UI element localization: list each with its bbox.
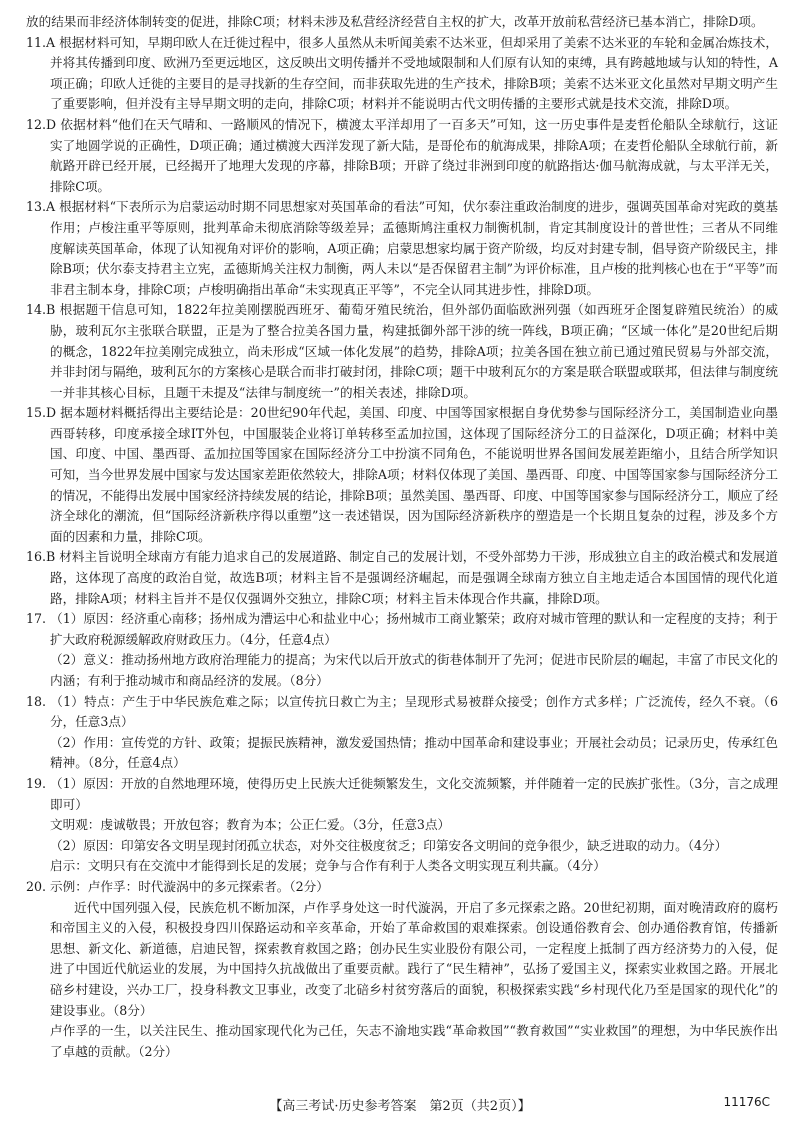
answer-continuation (26, 12, 778, 33)
answer-text: （2）原因：印第安各文明呈现封闭孤立状态，对外交往极度贫乏；印第安各文明间的竞争很少，缺乏进取的动力。（4分） (50, 837, 728, 853)
footer-title: 【高三考试·历史参考答案 第2页（共2页）】 (269, 1099, 531, 1114)
answer-number: 13.A (26, 199, 56, 215)
answer-17-part1 (26, 609, 778, 650)
answer-20-part3 (26, 1021, 778, 1062)
answer-number: 11.A (26, 34, 56, 50)
answer-11 (26, 33, 778, 115)
answer-number: 15.D (26, 405, 57, 421)
answer-text: 根据材料“下表所示为启蒙运动时期不同思想家对英国革命的看法”可知，伏尔泰注重政治制度的进步，强调英国革命对宪政的奠基作用；卢梭注重平等原则，批判革命未彻底消除等级差异；孟德斯鸠注重权力制衡机制，肯定其制度设计的普世性；三者从不同维度解读英国革命，体现了认知视角对评价的影响，A项正确；启蒙思想家均属于资产阶级，均反对封建专制，倡导资产阶级民主，排除B项；伏尔泰支持君主立宪，孟德斯鸠关注权力制衡，两人未以“是否保留君主制”为评价标准，且卢梭的批判核心也在于“平等”而非君主制本身，排除C项；卢梭明确指出革命“未实现真正平等”，不完全认同其进步性，排除D项。 (50, 199, 778, 297)
answer-text: 依据材料“他们在天气晴和、一路顺风的情况下，横渡太平洋却用了一百多天”可知，这一历史事件是麦哲伦船队全球航行，这证实了地圆学说的正确性，D项正确；通过横渡大西洋发现了新大陆，是哥伦布的航海成果，排除A项；在麦哲伦船队全球航行前，新航路开辟已经开展，已经揭开了地理大发现的序幕，排除B项；开辟了绕过非洲到印度的航路指达·伽马航海成就，与太平洋无关，排除C项。 (50, 116, 778, 194)
answer-text: 据本题材料概括得出主要结论是：20世纪90年代起，美国、印度、中国等国家根据自身优势参与国际经济分工，美国制造业向墨西哥转移，印度承接全球IT外包，中国服装企业将订单转移至孟加拉国，这体现了国际经济分工的日益深化，D项正确；材料中美国、印度、中国、墨西哥、孟加拉国等国家在国际经济分工中扮演不同角色，不能说明世界各国间发展差距缩小，且结合所学知识可知，当今世界发展中国家与发达国家差距依然较大，排除A项；材料仅体现了美国、墨西哥、印度、中国等国家参与国际经济分工的情况，不能得出发展中国家经济持续发展的结论，排除B项；虽然美国、墨西哥、印度、中国等国家参与国际经济分工，顺应了经济全球化的潮流，但“国际经济新秩序得以重塑”这一表述错误，因为国际经济新秩序的塑造是一个长期且复杂的过程，涉及多个方面的因素和力量，排除C项。 (50, 405, 778, 544)
answer-text: 示例：卢作孚：时代漩涡中的多元探索者。（2分） (50, 878, 329, 894)
answer-19-part2 (26, 815, 778, 836)
answer-14 (26, 300, 778, 403)
answer-number: 19. (26, 775, 47, 791)
answer-text: 放的结果而非经济体制转变的促进，排除C项；材料未涉及私营经济经营自主权的扩大，改革开放前私营经济已基本消亡，排除D项。 (26, 14, 764, 29)
answer-number: 18. (26, 693, 47, 709)
answer-15 (26, 403, 778, 547)
answer-text: 根据题干信息可知，1822年拉美刚摆脱西班牙、葡萄牙殖民统治，但外部仍面临欧洲列强（如西班牙企图复辟殖民统治）的威胁，玻利瓦尔主张联合联盟，正是为了整合拉美各国力量，构建抵御外部干涉的统一阵线，B项正确；“区域一体化”是20世纪后期的概念，1822年拉美刚完成独立，尚未形成“区域一体化发展”的趋势，排除A项；拉美各国在独立前已通过殖民贸易与外部交流，并非封闭与隔绝，玻利瓦尔的方案核心是联合而非打破封闭，排除C项；题干中玻利瓦尔的方案是联合联盟或联邦，但法律与制度统一并非其核心目标，且题干未提及“法律与制度统一”的相关表述，排除D项。 (50, 302, 778, 400)
answer-18-part2 (26, 733, 778, 774)
answer-19-part4 (26, 856, 778, 877)
answer-text: （1）原因：开放的自然地理环境，使得历史上民族大迁徙频繁发生，文化交流频繁，并伴随着一定的民族扩张性。（3分，言之成理即可） (50, 775, 778, 812)
answer-19-part3 (26, 836, 778, 857)
answer-number: 20. (26, 878, 47, 894)
answer-text: （1）特点：产生于中华民族危难之际；以宣传抗日救亡为主；呈现形式易被群众接受；创作方式多样；广泛流传，经久不衰。（6分，任意3点） (50, 693, 778, 730)
answer-text: （1）原因：经济重心南移；扬州成为漕运中心和盐业中心；扬州城市工商业繁荣；政府对城市管理的默认和一定程度的支持；利于扩大政府税源缓解政府财政压力。（4分，任意4点） (50, 611, 778, 647)
answer-18-part1 (26, 692, 778, 733)
answer-19-part1 (26, 774, 778, 815)
answer-13 (26, 197, 778, 300)
answer-text: 启示：文明只有在交流中才能得到长足的发展；竞争与合作有利于人类各文明实现互利共赢。（4分） (50, 858, 606, 874)
answer-20-part2 (26, 898, 778, 1022)
answer-text: 文明观：虔诚敬畏；开放包容；教育为本；公正仁爱。（3分，任意3点） (50, 817, 451, 833)
page-footer (0, 1095, 800, 1117)
answer-text: 卢作孚的一生，以关注民生、推动国家现代化为己任，矢志不渝地实践“革命救国”“教育救国”“实业救国”的理想，为中华民族作出了卓越的贡献。（2分） (50, 1023, 778, 1059)
answer-12 (26, 115, 778, 197)
answer-text: 材料主旨说明全球南方有能力追求自己的发展道路、制定自己的发展计划，不受外部势力干涉，形成独立自主的政治模式和发展道路，这体现了高度的政治自觉，故选B项；材料主旨不是强调经济崛起，而是强调全球南方独立自主地走适合本国国情的现代化道路，排除A项；材料主旨并不是仅仅强调外交独立，排除C项；材料主旨未体现合作共赢，排除D项。 (50, 549, 778, 606)
answer-number: 16.B (26, 549, 56, 565)
answer-20-part1 (26, 877, 778, 898)
footer-code: 11176C (723, 1095, 770, 1109)
answer-text: 根据材料可知，早期印欧人在迁徙过程中，很多人虽然从未听闻美索不达米亚，但却采用了美索不达米亚的车轮和金属冶炼技术，并将其传播到印度、欧洲乃至更远地区，这反映出文明传播并不受地域限制和人们原有认知的束缚，具有跨越地域与认知的特性，A项正确；印欧人迁徙的主要目的是寻找新的生存空间，而非获取先进的生产技术，排除B项；美索不达米亚文化虽然对早期文明产生了重要影响，但并没有主导早期文明的走向，排除C项；材料并不能说明古代文明传播的主要形式就是技术交流，排除D项。 (50, 34, 778, 112)
answer-17-part2 (26, 650, 778, 691)
answer-number: 14.B (26, 302, 56, 318)
answer-text: 近代中国列强入侵，民族危机不断加深，卢作孚身处这一时代漩涡，开启了多元探索之路。20世纪初期，面对晚清政府的腐朽和帝国主义的入侵，积极投身四川保路运动和辛亥革命，开始了革命救国的艰难探索。创设通俗教育会、创办通俗教育馆，传播新思想、新文化、新道德，启迪民智，探索教育救国之路；创办民生实业股份有限公司，一定程度上抵制了西方经济势力的入侵，促进了中国近代航运业的发展，为中国持久抗战做出了重要贡献。践行了“民生精神”，弘扬了爱国主义，探索实业救国之路。开展北碚乡村建设，兴办工厂，投身科教文卫事业，改变了北碚乡村贫穷落后的面貌，积极探索实践“乡村现代化乃至是国家的现代化”的建设事业。（8分） (50, 899, 778, 1018)
answer-text: （2）意义：推动扬州地方政府治理能力的提高；为宋代以后开放式的街巷体制开了先河；促进市民阶层的崛起，丰富了市民文化的内涵；有利于推动城市和商品经济的发展。（8分） (50, 652, 778, 688)
answer-text: （2）作用：宣传党的方针、政策；提振民族精神，激发爱国热情；推动中国革命和建设事业；开展社会动员；记录历史，传承红色精神。（8分，任意4点） (50, 734, 778, 771)
answer-16 (26, 547, 778, 609)
answer-number: 12.D (26, 116, 57, 132)
answer-number: 17. (26, 611, 47, 627)
answer-content (26, 12, 778, 1062)
